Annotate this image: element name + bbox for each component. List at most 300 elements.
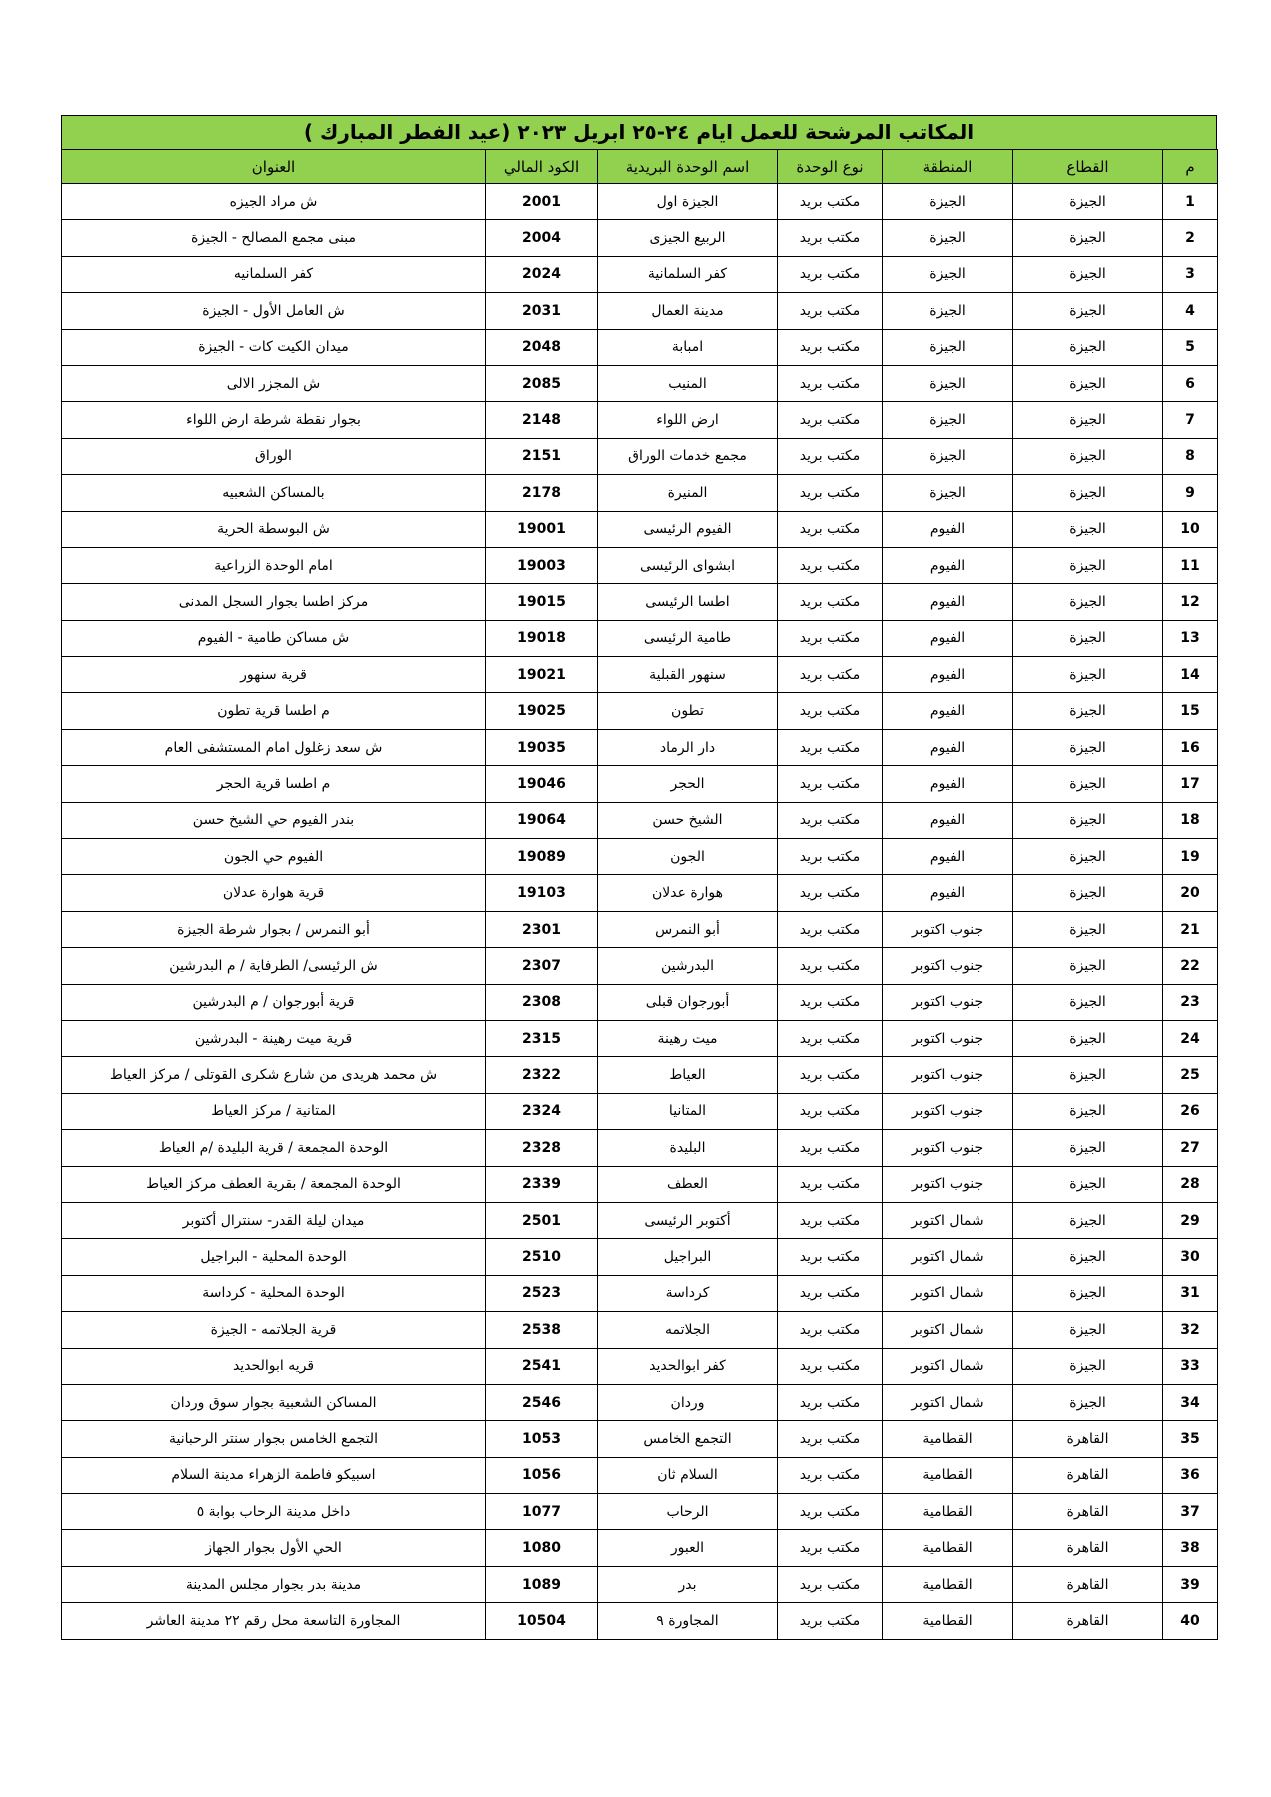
cell-address: ميدان الكيت كات - الجيزة bbox=[62, 329, 486, 365]
cell-sector: الجيزة bbox=[1013, 984, 1163, 1020]
cell-address: التجمع الخامس بجوار سنتر الرحبانية bbox=[62, 1421, 486, 1457]
cell-index: 32 bbox=[1163, 1312, 1218, 1348]
cell-financial-code: 2538 bbox=[486, 1312, 598, 1348]
cell-address: ش محمد هريدى من شارع شكرى القوتلى / مركز العياط bbox=[62, 1057, 486, 1093]
cell-unit-type: مكتب بريد bbox=[778, 657, 883, 693]
cell-region: شمال اكتوبر bbox=[883, 1239, 1013, 1275]
cell-unit-type: مكتب بريد bbox=[778, 1530, 883, 1566]
cell-unit-type: مكتب بريد bbox=[778, 620, 883, 656]
cell-sector: الجيزة bbox=[1013, 511, 1163, 547]
cell-region: الفيوم bbox=[883, 547, 1013, 583]
table-row bbox=[62, 657, 1218, 693]
cell-unit-name: ميت رهينة bbox=[598, 1020, 778, 1056]
cell-address: ش المجزر الالى bbox=[62, 365, 486, 401]
cell-financial-code: 2001 bbox=[486, 184, 598, 220]
cell-unit-name: الحجر bbox=[598, 766, 778, 802]
cell-unit-name: الفيوم الرئيسى bbox=[598, 511, 778, 547]
table-row bbox=[62, 1130, 1218, 1166]
cell-unit-name: امبابة bbox=[598, 329, 778, 365]
cell-financial-code: 19025 bbox=[486, 693, 598, 729]
cell-sector: القاهرة bbox=[1013, 1421, 1163, 1457]
table-row bbox=[62, 875, 1218, 911]
cell-unit-name: اطسا الرئيسى bbox=[598, 584, 778, 620]
cell-unit-type: مكتب بريد bbox=[778, 1239, 883, 1275]
cell-region: الفيوم bbox=[883, 693, 1013, 729]
cell-financial-code: 19046 bbox=[486, 766, 598, 802]
cell-unit-type: مكتب بريد bbox=[778, 1348, 883, 1384]
cell-region: الجيزة bbox=[883, 293, 1013, 329]
cell-financial-code: 2048 bbox=[486, 329, 598, 365]
cell-index: 33 bbox=[1163, 1348, 1218, 1384]
cell-sector: الجيزة bbox=[1013, 1166, 1163, 1202]
cell-unit-type: مكتب بريد bbox=[778, 1312, 883, 1348]
cell-unit-type: مكتب بريد bbox=[778, 1603, 883, 1639]
table-row bbox=[62, 766, 1218, 802]
cell-index: 37 bbox=[1163, 1494, 1218, 1530]
header-financial-code: الكود المالي bbox=[486, 150, 598, 184]
cell-financial-code: 1056 bbox=[486, 1457, 598, 1493]
cell-index: 15 bbox=[1163, 693, 1218, 729]
cell-address: اسبيكو فاطمة الزهراء مدينة السلام bbox=[62, 1457, 486, 1493]
cell-index: 39 bbox=[1163, 1566, 1218, 1602]
sheet-title: المكاتب المرشحة للعمل ايام ٢٤-٢٥ ابريل ٢٠٢٣ (عيد الفطر المبارك ) bbox=[61, 115, 1217, 149]
cell-sector: الجيزة bbox=[1013, 802, 1163, 838]
cell-region: الجيزة bbox=[883, 365, 1013, 401]
header-region: المنطقة bbox=[883, 150, 1013, 184]
cell-unit-name: هوارة عدلان bbox=[598, 875, 778, 911]
cell-sector: الجيزة bbox=[1013, 584, 1163, 620]
cell-sector: القاهرة bbox=[1013, 1457, 1163, 1493]
cell-financial-code: 19018 bbox=[486, 620, 598, 656]
cell-address: م اطسا قرية تطون bbox=[62, 693, 486, 729]
cell-index: 30 bbox=[1163, 1239, 1218, 1275]
cell-index: 5 bbox=[1163, 329, 1218, 365]
cell-sector: القاهرة bbox=[1013, 1530, 1163, 1566]
cell-index: 9 bbox=[1163, 475, 1218, 511]
cell-address: قرية هوارة عدلان bbox=[62, 875, 486, 911]
cell-address: ش مساكن طامية - الفيوم bbox=[62, 620, 486, 656]
cell-address: مبنى مجمع المصالح - الجيزة bbox=[62, 220, 486, 256]
cell-sector: الجيزة bbox=[1013, 293, 1163, 329]
cell-sector: الجيزة bbox=[1013, 329, 1163, 365]
cell-address: بندر الفيوم حي الشيخ حسن bbox=[62, 802, 486, 838]
cell-sector: الجيزة bbox=[1013, 948, 1163, 984]
cell-unit-type: مكتب بريد bbox=[778, 1166, 883, 1202]
cell-financial-code: 2308 bbox=[486, 984, 598, 1020]
cell-unit-type: مكتب بريد bbox=[778, 693, 883, 729]
cell-address: الوحدة المجمعة / قرية البليدة /م العياط bbox=[62, 1130, 486, 1166]
cell-index: 3 bbox=[1163, 256, 1218, 292]
cell-financial-code: 19003 bbox=[486, 547, 598, 583]
cell-financial-code: 1053 bbox=[486, 1421, 598, 1457]
cell-financial-code: 2148 bbox=[486, 402, 598, 438]
cell-region: الفيوم bbox=[883, 875, 1013, 911]
cell-index: 16 bbox=[1163, 729, 1218, 765]
cell-region: الفيوم bbox=[883, 584, 1013, 620]
cell-unit-type: مكتب بريد bbox=[778, 438, 883, 474]
cell-address: ميدان ليلة القدر- سنترال أكتوبر bbox=[62, 1202, 486, 1238]
cell-address: قرية ميت رهينة - البدرشين bbox=[62, 1020, 486, 1056]
cell-region: الجيزة bbox=[883, 256, 1013, 292]
cell-region: شمال اكتوبر bbox=[883, 1384, 1013, 1420]
header-address: العنوان bbox=[62, 150, 486, 184]
cell-address: الفيوم حي الجون bbox=[62, 839, 486, 875]
cell-unit-name: السلام ثان bbox=[598, 1457, 778, 1493]
cell-unit-name: تطون bbox=[598, 693, 778, 729]
cell-unit-type: مكتب بريد bbox=[778, 329, 883, 365]
table-row bbox=[62, 184, 1218, 220]
cell-unit-name: ابشواى الرئيسى bbox=[598, 547, 778, 583]
table-row bbox=[62, 547, 1218, 583]
cell-region: جنوب اكتوبر bbox=[883, 948, 1013, 984]
cell-unit-name: مدينة العمال bbox=[598, 293, 778, 329]
cell-region: القطامية bbox=[883, 1530, 1013, 1566]
cell-index: 19 bbox=[1163, 839, 1218, 875]
table-row bbox=[62, 1348, 1218, 1384]
cell-index: 23 bbox=[1163, 984, 1218, 1020]
cell-sector: القاهرة bbox=[1013, 1566, 1163, 1602]
cell-index: 31 bbox=[1163, 1275, 1218, 1311]
cell-unit-name: طامية الرئيسى bbox=[598, 620, 778, 656]
table-row bbox=[62, 729, 1218, 765]
cell-unit-type: مكتب بريد bbox=[778, 475, 883, 511]
header-unit-name: اسم الوحدة البريدية bbox=[598, 150, 778, 184]
cell-index: 21 bbox=[1163, 911, 1218, 947]
cell-index: 38 bbox=[1163, 1530, 1218, 1566]
cell-unit-name: العطف bbox=[598, 1166, 778, 1202]
table-row bbox=[62, 620, 1218, 656]
cell-index: 2 bbox=[1163, 220, 1218, 256]
cell-sector: الجيزة bbox=[1013, 839, 1163, 875]
cell-financial-code: 1077 bbox=[486, 1494, 598, 1530]
cell-financial-code: 2523 bbox=[486, 1275, 598, 1311]
cell-unit-name: التجمع الخامس bbox=[598, 1421, 778, 1457]
cell-unit-name: البراجيل bbox=[598, 1239, 778, 1275]
cell-sector: الجيزة bbox=[1013, 657, 1163, 693]
cell-address: ش الرئيسى/ الطرفاية / م البدرشين bbox=[62, 948, 486, 984]
cell-address: قرية سنهور bbox=[62, 657, 486, 693]
cell-financial-code: 2501 bbox=[486, 1202, 598, 1238]
cell-unit-name: كرداسة bbox=[598, 1275, 778, 1311]
header-sector: القطاع bbox=[1013, 150, 1163, 184]
cell-financial-code: 2541 bbox=[486, 1348, 598, 1384]
table-row bbox=[62, 1312, 1218, 1348]
cell-financial-code: 19001 bbox=[486, 511, 598, 547]
cell-financial-code: 2004 bbox=[486, 220, 598, 256]
cell-region: جنوب اكتوبر bbox=[883, 1057, 1013, 1093]
cell-index: 8 bbox=[1163, 438, 1218, 474]
cell-sector: الجيزة bbox=[1013, 1275, 1163, 1311]
cell-index: 24 bbox=[1163, 1020, 1218, 1056]
table-row bbox=[62, 365, 1218, 401]
offices-table bbox=[61, 149, 1218, 1640]
cell-unit-name: العبور bbox=[598, 1530, 778, 1566]
cell-address: الوحدة المجمعة / بقرية العطف مركز العياط bbox=[62, 1166, 486, 1202]
cell-unit-type: مكتب بريد bbox=[778, 1202, 883, 1238]
cell-address: أبو النمرس / بجوار شرطة الجيزة bbox=[62, 911, 486, 947]
cell-address: قريه ابوالحديد bbox=[62, 1348, 486, 1384]
cell-sector: القاهرة bbox=[1013, 1603, 1163, 1639]
table-row bbox=[62, 1020, 1218, 1056]
table-row bbox=[62, 511, 1218, 547]
cell-region: الجيزة bbox=[883, 329, 1013, 365]
cell-financial-code: 2301 bbox=[486, 911, 598, 947]
cell-financial-code: 2339 bbox=[486, 1166, 598, 1202]
cell-index: 14 bbox=[1163, 657, 1218, 693]
cell-index: 28 bbox=[1163, 1166, 1218, 1202]
cell-address: مركز اطسا بجوار السجل المدنى bbox=[62, 584, 486, 620]
table-row bbox=[62, 1057, 1218, 1093]
cell-region: شمال اكتوبر bbox=[883, 1312, 1013, 1348]
table-row bbox=[62, 1275, 1218, 1311]
cell-region: شمال اكتوبر bbox=[883, 1275, 1013, 1311]
table-row bbox=[62, 948, 1218, 984]
cell-sector: الجيزة bbox=[1013, 1312, 1163, 1348]
cell-address: داخل مدينة الرحاب بوابة ٥ bbox=[62, 1494, 486, 1530]
cell-address: الوحدة المحلية - كرداسة bbox=[62, 1275, 486, 1311]
cell-unit-type: مكتب بريد bbox=[778, 547, 883, 583]
cell-financial-code: 1080 bbox=[486, 1530, 598, 1566]
cell-sector: الجيزة bbox=[1013, 1130, 1163, 1166]
cell-sector: الجيزة bbox=[1013, 1093, 1163, 1129]
cell-sector: الجيزة bbox=[1013, 365, 1163, 401]
cell-region: القطامية bbox=[883, 1494, 1013, 1530]
cell-region: جنوب اكتوبر bbox=[883, 1166, 1013, 1202]
cell-address: قرية الجلاتمه - الجيزة bbox=[62, 1312, 486, 1348]
cell-financial-code: 19015 bbox=[486, 584, 598, 620]
cell-index: 18 bbox=[1163, 802, 1218, 838]
table-row bbox=[62, 1494, 1218, 1530]
cell-index: 17 bbox=[1163, 766, 1218, 802]
table-row bbox=[62, 584, 1218, 620]
cell-unit-name: المنيب bbox=[598, 365, 778, 401]
cell-region: القطامية bbox=[883, 1603, 1013, 1639]
cell-region: الجيزة bbox=[883, 220, 1013, 256]
table-row bbox=[62, 911, 1218, 947]
table-row bbox=[62, 438, 1218, 474]
cell-unit-name: المتانيا bbox=[598, 1093, 778, 1129]
cell-region: جنوب اكتوبر bbox=[883, 984, 1013, 1020]
cell-sector: الجيزة bbox=[1013, 766, 1163, 802]
cell-address: ش مراد الجيزه bbox=[62, 184, 486, 220]
cell-address: الوراق bbox=[62, 438, 486, 474]
cell-region: شمال اكتوبر bbox=[883, 1202, 1013, 1238]
cell-financial-code: 2307 bbox=[486, 948, 598, 984]
cell-financial-code: 10504 bbox=[486, 1603, 598, 1639]
cell-financial-code: 19035 bbox=[486, 729, 598, 765]
cell-index: 20 bbox=[1163, 875, 1218, 911]
cell-sector: الجيزة bbox=[1013, 1202, 1163, 1238]
cell-index: 25 bbox=[1163, 1057, 1218, 1093]
table-row bbox=[62, 293, 1218, 329]
table-row bbox=[62, 1421, 1218, 1457]
cell-index: 29 bbox=[1163, 1202, 1218, 1238]
table-row bbox=[62, 1530, 1218, 1566]
table-row bbox=[62, 1566, 1218, 1602]
cell-unit-type: مكتب بريد bbox=[778, 1057, 883, 1093]
cell-sector: الجيزة bbox=[1013, 1057, 1163, 1093]
cell-region: الجيزة bbox=[883, 475, 1013, 511]
cell-unit-type: مكتب بريد bbox=[778, 766, 883, 802]
cell-financial-code: 2024 bbox=[486, 256, 598, 292]
cell-unit-type: مكتب بريد bbox=[778, 729, 883, 765]
cell-region: الجيزة bbox=[883, 402, 1013, 438]
cell-address: قرية أبورجوان / م البدرشين bbox=[62, 984, 486, 1020]
cell-unit-name: مجمع خدمات الوراق bbox=[598, 438, 778, 474]
table-row bbox=[62, 802, 1218, 838]
offices-sheet bbox=[61, 115, 1217, 1640]
cell-financial-code: 2085 bbox=[486, 365, 598, 401]
cell-index: 35 bbox=[1163, 1421, 1218, 1457]
cell-unit-name: المنيرة bbox=[598, 475, 778, 511]
cell-financial-code: 2031 bbox=[486, 293, 598, 329]
cell-address: بجوار نقطة شرطة ارض اللواء bbox=[62, 402, 486, 438]
table-row bbox=[62, 839, 1218, 875]
cell-financial-code: 19064 bbox=[486, 802, 598, 838]
cell-sector: الجيزة bbox=[1013, 1384, 1163, 1420]
cell-region: جنوب اكتوبر bbox=[883, 911, 1013, 947]
cell-unit-name: وردان bbox=[598, 1384, 778, 1420]
table-row bbox=[62, 693, 1218, 729]
cell-index: 26 bbox=[1163, 1093, 1218, 1129]
cell-sector: الجيزة bbox=[1013, 184, 1163, 220]
cell-index: 12 bbox=[1163, 584, 1218, 620]
cell-unit-name: الجيزة اول bbox=[598, 184, 778, 220]
cell-unit-type: مكتب بريد bbox=[778, 1130, 883, 1166]
cell-index: 22 bbox=[1163, 948, 1218, 984]
cell-region: شمال اكتوبر bbox=[883, 1348, 1013, 1384]
header-row bbox=[62, 150, 1218, 184]
cell-unit-type: مكتب بريد bbox=[778, 839, 883, 875]
cell-address: المتانية / مركز العياط bbox=[62, 1093, 486, 1129]
cell-unit-name: الشيخ حسن bbox=[598, 802, 778, 838]
table-row bbox=[62, 1603, 1218, 1639]
cell-unit-type: مكتب بريد bbox=[778, 402, 883, 438]
cell-sector: الجيزة bbox=[1013, 1020, 1163, 1056]
cell-address: ش العامل الأول - الجيزة bbox=[62, 293, 486, 329]
cell-financial-code: 2315 bbox=[486, 1020, 598, 1056]
cell-unit-type: مكتب بريد bbox=[778, 220, 883, 256]
cell-unit-type: مكتب بريد bbox=[778, 1384, 883, 1420]
cell-address: ش البوسطة الحرية bbox=[62, 511, 486, 547]
cell-unit-name: كفر ابوالحديد bbox=[598, 1348, 778, 1384]
cell-unit-type: مكتب بريد bbox=[778, 1421, 883, 1457]
cell-unit-type: مكتب بريد bbox=[778, 802, 883, 838]
cell-region: الفيوم bbox=[883, 766, 1013, 802]
table-row bbox=[62, 402, 1218, 438]
cell-unit-name: الجون bbox=[598, 839, 778, 875]
cell-sector: الجيزة bbox=[1013, 875, 1163, 911]
table-row bbox=[62, 1384, 1218, 1420]
cell-financial-code: 2324 bbox=[486, 1093, 598, 1129]
table-row bbox=[62, 256, 1218, 292]
cell-unit-name: البدرشين bbox=[598, 948, 778, 984]
cell-financial-code: 19089 bbox=[486, 839, 598, 875]
cell-unit-name: المجاورة ٩ bbox=[598, 1603, 778, 1639]
cell-region: الفيوم bbox=[883, 511, 1013, 547]
cell-region: الفيوم bbox=[883, 802, 1013, 838]
cell-region: جنوب اكتوبر bbox=[883, 1130, 1013, 1166]
cell-region: جنوب اكتوبر bbox=[883, 1093, 1013, 1129]
table-row bbox=[62, 1239, 1218, 1275]
header-index: م bbox=[1163, 150, 1218, 184]
cell-financial-code: 2151 bbox=[486, 438, 598, 474]
cell-address: المساكن الشعبية بجوار سوق وردان bbox=[62, 1384, 486, 1420]
cell-index: 36 bbox=[1163, 1457, 1218, 1493]
table-row bbox=[62, 984, 1218, 1020]
cell-region: الفيوم bbox=[883, 620, 1013, 656]
cell-index: 6 bbox=[1163, 365, 1218, 401]
cell-index: 40 bbox=[1163, 1603, 1218, 1639]
cell-region: القطامية bbox=[883, 1421, 1013, 1457]
cell-unit-type: مكتب بريد bbox=[778, 584, 883, 620]
table-row bbox=[62, 475, 1218, 511]
cell-unit-name: دار الرماد bbox=[598, 729, 778, 765]
cell-region: الفيوم bbox=[883, 657, 1013, 693]
cell-index: 27 bbox=[1163, 1130, 1218, 1166]
cell-index: 10 bbox=[1163, 511, 1218, 547]
cell-financial-code: 2546 bbox=[486, 1384, 598, 1420]
cell-sector: الجيزة bbox=[1013, 1239, 1163, 1275]
cell-address: الحي الأول بجوار الجهاز bbox=[62, 1530, 486, 1566]
cell-sector: الجيزة bbox=[1013, 438, 1163, 474]
table-row bbox=[62, 329, 1218, 365]
cell-unit-type: مكتب بريد bbox=[778, 256, 883, 292]
cell-unit-name: الجلاتمه bbox=[598, 1312, 778, 1348]
cell-financial-code: 2510 bbox=[486, 1239, 598, 1275]
cell-unit-type: مكتب بريد bbox=[778, 1457, 883, 1493]
cell-region: القطامية bbox=[883, 1566, 1013, 1602]
cell-index: 1 bbox=[1163, 184, 1218, 220]
cell-financial-code: 2328 bbox=[486, 1130, 598, 1166]
cell-unit-name: العياط bbox=[598, 1057, 778, 1093]
cell-unit-type: مكتب بريد bbox=[778, 1566, 883, 1602]
cell-unit-type: مكتب بريد bbox=[778, 293, 883, 329]
cell-unit-name: أكتوبر الرئيسى bbox=[598, 1202, 778, 1238]
cell-unit-type: مكتب بريد bbox=[778, 948, 883, 984]
cell-unit-type: مكتب بريد bbox=[778, 365, 883, 401]
cell-sector: الجيزة bbox=[1013, 547, 1163, 583]
cell-region: الفيوم bbox=[883, 839, 1013, 875]
cell-address: م اطسا قرية الحجر bbox=[62, 766, 486, 802]
cell-region: الجيزة bbox=[883, 438, 1013, 474]
cell-unit-type: مكتب بريد bbox=[778, 511, 883, 547]
cell-address: امام الوحدة الزراعية bbox=[62, 547, 486, 583]
cell-unit-name: سنهور القبلية bbox=[598, 657, 778, 693]
cell-sector: الجيزة bbox=[1013, 693, 1163, 729]
cell-sector: الجيزة bbox=[1013, 729, 1163, 765]
cell-region: القطامية bbox=[883, 1457, 1013, 1493]
cell-sector: الجيزة bbox=[1013, 911, 1163, 947]
cell-sector: الجيزة bbox=[1013, 1348, 1163, 1384]
cell-index: 34 bbox=[1163, 1384, 1218, 1420]
cell-index: 4 bbox=[1163, 293, 1218, 329]
cell-unit-type: مكتب بريد bbox=[778, 984, 883, 1020]
cell-sector: الجيزة bbox=[1013, 402, 1163, 438]
cell-sector: الجيزة bbox=[1013, 620, 1163, 656]
cell-unit-type: مكتب بريد bbox=[778, 1093, 883, 1129]
cell-address: المجاورة التاسعة محل رقم ٢٢ مدينة العاشر bbox=[62, 1603, 486, 1639]
cell-unit-type: مكتب بريد bbox=[778, 1275, 883, 1311]
cell-unit-type: مكتب بريد bbox=[778, 1020, 883, 1056]
cell-financial-code: 19103 bbox=[486, 875, 598, 911]
cell-financial-code: 2178 bbox=[486, 475, 598, 511]
cell-financial-code: 1089 bbox=[486, 1566, 598, 1602]
cell-region: الفيوم bbox=[883, 729, 1013, 765]
cell-sector: الجيزة bbox=[1013, 220, 1163, 256]
table-row bbox=[62, 1202, 1218, 1238]
table-row bbox=[62, 1093, 1218, 1129]
